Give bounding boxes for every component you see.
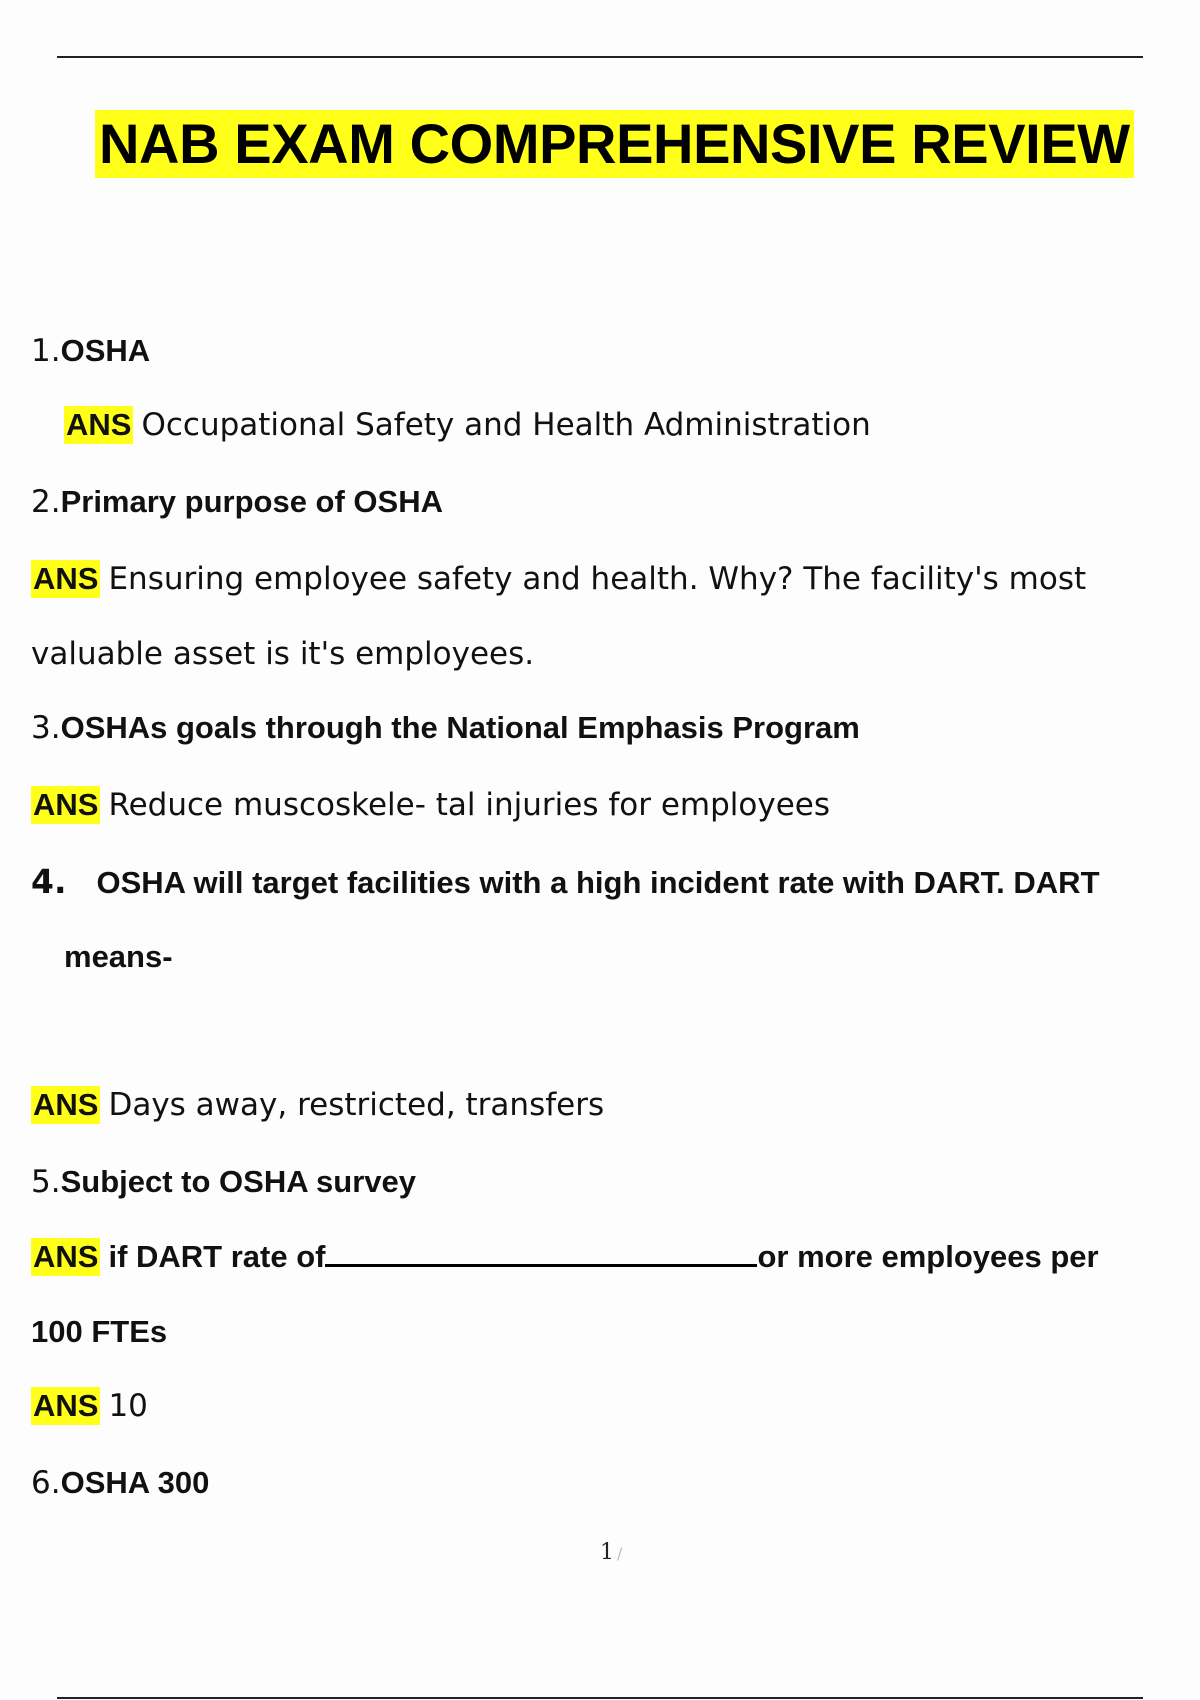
answer-text: Days away, restricted, transfers xyxy=(108,1087,605,1123)
answer-text: 10 xyxy=(108,1388,148,1424)
ans-label: ANS xyxy=(33,1239,99,1274)
question-text: OSHA will target facilities with a high incident rate with DART. DART xyxy=(96,865,1100,900)
question-number: 6. xyxy=(31,1465,61,1501)
document-title: NAB EXAM COMPREHENSIVE REVIEW xyxy=(95,110,1134,178)
question-number: 3. xyxy=(31,710,61,746)
fill-in-blank-5 xyxy=(31,1237,1099,1277)
question-number: 1. xyxy=(31,333,61,369)
answer-2-continued xyxy=(31,634,534,674)
answer-text: Occupational Safety and Health Administration xyxy=(141,407,871,443)
answer-text: valuable asset is it's employees. xyxy=(31,636,535,672)
answer-text: Reduce muscoskele- tal injuries for employees xyxy=(108,787,830,823)
fill-suffix: or more employees per xyxy=(757,1239,1099,1274)
page-number xyxy=(600,1540,622,1565)
question-1 xyxy=(31,331,150,371)
blank-line xyxy=(325,1238,757,1267)
question-text: Primary purpose of OSHA xyxy=(60,484,443,519)
bottom-rule xyxy=(57,1697,1143,1699)
fill-continuation: 100 FTEs xyxy=(31,1314,168,1349)
fill-prefix: if DART rate of xyxy=(108,1239,326,1274)
question-5 xyxy=(31,1162,416,1202)
question-text: OSHAs goals through the National Emphasis Program xyxy=(60,710,860,745)
page-number-value: 1 xyxy=(600,1540,614,1565)
answer-2 xyxy=(31,559,1086,599)
answer-text: Ensuring employee safety and health. Why? The facility's most xyxy=(108,561,1087,597)
question-4 xyxy=(31,862,1100,903)
question-text: OSHA xyxy=(60,333,151,368)
ans-label: ANS xyxy=(33,1388,99,1423)
question-text: means- xyxy=(64,939,173,974)
ans-label: ANS xyxy=(33,787,99,822)
question-text: Subject to OSHA survey xyxy=(60,1164,417,1199)
ans-label: ANS xyxy=(33,561,99,596)
question-2 xyxy=(31,482,443,522)
page-number-suffix: / xyxy=(617,1544,623,1563)
question-number: 4. xyxy=(31,862,67,901)
question-6 xyxy=(31,1463,209,1503)
question-4-continued xyxy=(64,937,173,977)
ans-label: ANS xyxy=(33,1087,99,1122)
question-number: 2. xyxy=(31,484,61,520)
answer-4 xyxy=(31,1085,604,1125)
fill-in-blank-5-continued xyxy=(31,1312,167,1352)
question-text: OSHA 300 xyxy=(60,1465,210,1500)
answer-1 xyxy=(64,405,871,445)
top-rule xyxy=(57,56,1143,58)
question-3 xyxy=(31,708,860,748)
question-number: 5. xyxy=(31,1164,61,1200)
ans-label: ANS xyxy=(66,407,132,442)
answer-5 xyxy=(31,1386,148,1426)
answer-3 xyxy=(31,785,830,825)
